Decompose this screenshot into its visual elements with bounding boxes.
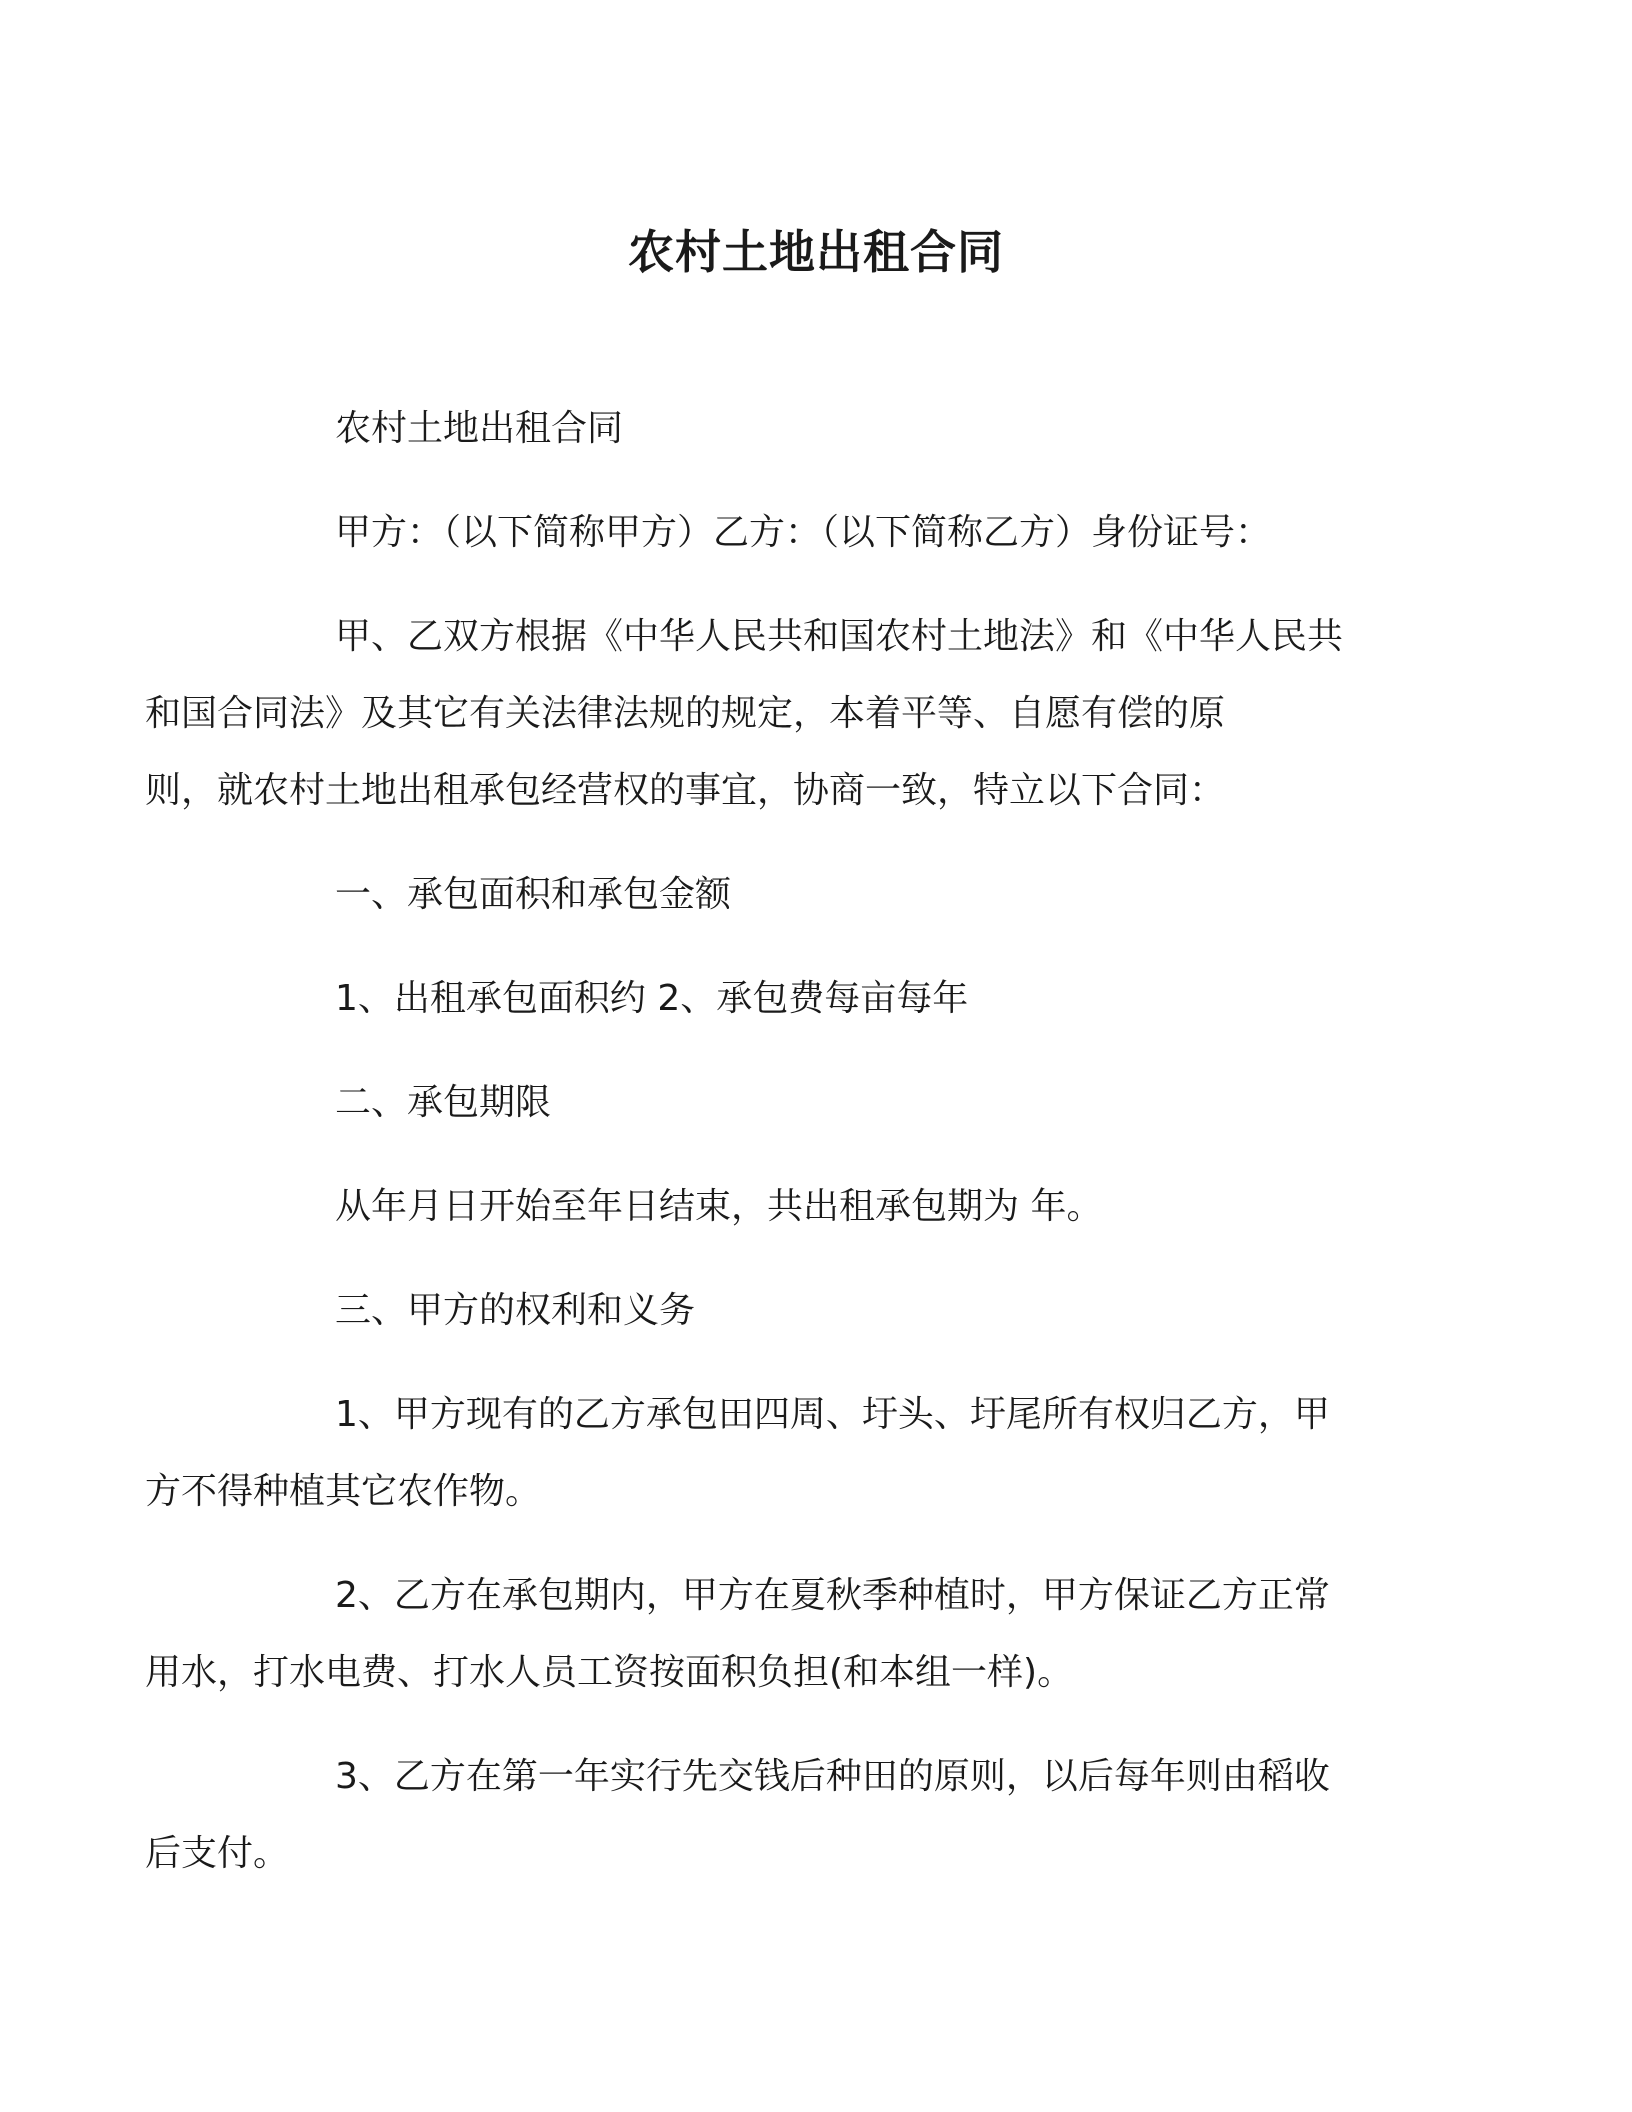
paragraph-line: 1、出租承包面积约 2、承包费每亩每年 [335,978,969,1019]
paragraph-line: 从年月日开始至年日结束，共出租承包期为 年。 [335,1186,1103,1227]
document-title: 农村土地出租合同 [628,225,1004,279]
clause-area-fee [240,960,1378,1037]
clause-3-2 [145,1557,1378,1711]
document-body [145,390,1378,1919]
paragraph-line: 后支付。 [145,1833,290,1874]
paragraph-line: 三、甲方的权利和义务 [335,1290,696,1331]
paragraph-subtitle [240,390,1378,467]
section-heading-1 [240,856,1378,933]
paragraph-line: 3、乙方在第一年实行先交钱后种田的原则，以后每年则由稻收 [335,1756,1330,1797]
paragraph-line: 1、甲方现有的乙方承包田四周、圩头、圩尾所有权归乙方，甲 [335,1394,1330,1435]
paragraph-line: 和国合同法》及其它有关法律法规的规定，本着平等、自愿有偿的原 [145,693,1226,734]
paragraph-line: 二、承包期限 [335,1082,552,1123]
paragraph-preamble [145,598,1378,829]
paragraph-line: 用水，打水电费、打水人员工资按面积负担(和本组一样)。 [145,1652,1074,1693]
paragraph-line: 农村土地出租合同 [335,408,624,449]
paragraph-line: 方不得种植其它农作物。 [145,1471,542,1512]
clause-3-1 [145,1376,1378,1530]
section-heading-3 [240,1272,1378,1349]
clause-term [240,1168,1378,1245]
section-heading-2 [240,1064,1378,1141]
clause-3-3 [145,1738,1378,1892]
paragraph-line: 则，就农村土地出租承包经营权的事宜，协商一致，特立以下合同： [145,770,1226,811]
paragraph-parties [240,494,1378,571]
paragraph-line: 一、承包面积和承包金额 [335,874,732,915]
paragraph-line: 2、乙方在承包期内，甲方在夏秋季种植时，甲方保证乙方正常 [335,1575,1330,1616]
paragraph-line: 甲、乙双方根据《中华人民共和国农村土地法》和《中华人民共 [335,616,1344,657]
paragraph-line: 甲方：（以下简称甲方）乙方：（以下简称乙方）身份证号： [335,512,1272,553]
